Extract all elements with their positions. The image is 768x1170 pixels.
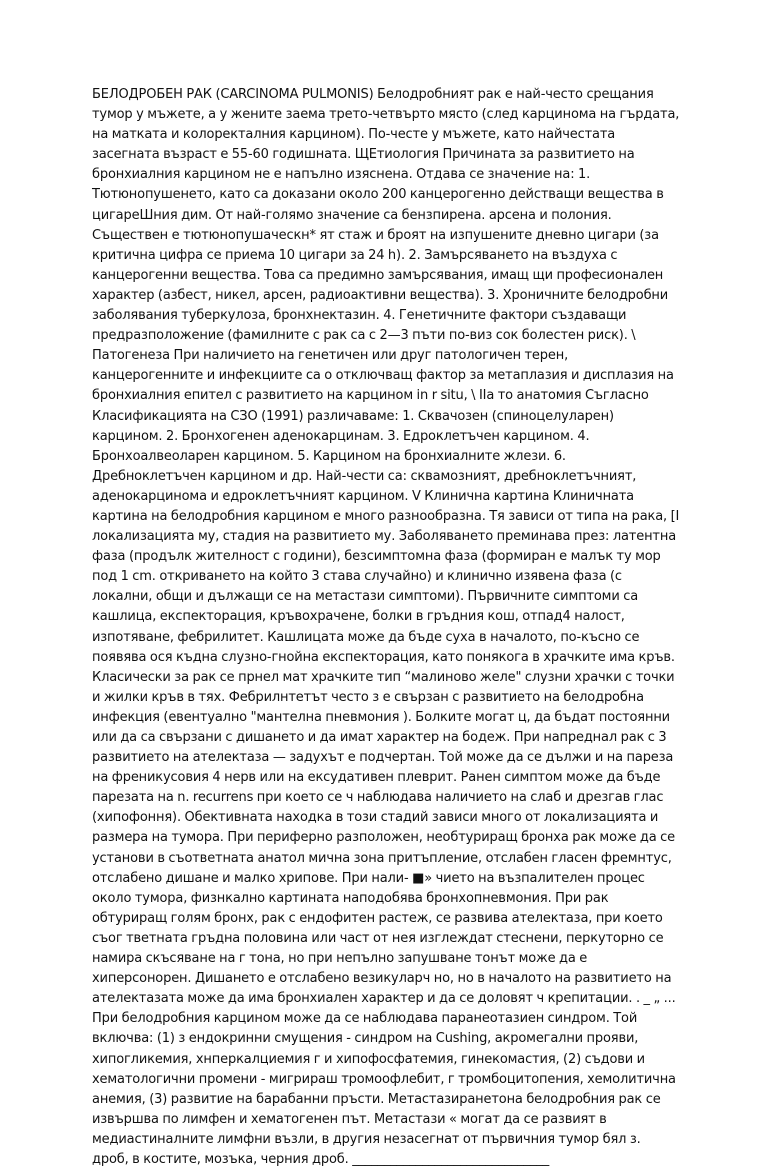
body-text-block: [92, 85, 680, 1170]
body-paragraph: БЕЛОДРОБЕН РАК (CARCINOMA PULMONIS) Белодробният рак е най-често срещания тумор у мъжете, а у жените заема трето-четвърто място (след карцинома на гърдата, на матката и колоректалния карцином). По-честе у мъжете, като найчестата засегната възраст е 55-60 годишната. ЩЕтиология Причината за развитието на бронхиалния карцином не е напълно изяснена. Отдава се значение на: 1. Тютюнопушенето, като са доказани около 200 канцерогенно действащи вещества в цигареШния дим. От най-голямо значение са бензпирена. арсена и полония. Съществен е тютюнопушаческн* ят стаж и броят на изпушените дневно цигари (за критична цифра се приема 10 цигари за 24 h). 2. Замърсяването на въздуха с канцерогенни вещества. Това са предимно замърсявания, имащ щи професионален характер (азбест, никел, арсен, радиоактивни вещества). 3. Хроничните белодробни заболявания туберкулоза, бронхнектазин. 4. Генетичните фактори създаващи предразположение (фамилните с рак са с 2—3 пъти по-виз сок болестен риск). \ Патогенеза При наличието на генетичен или друг патологичен терен, канцерогенните и инфекциите са о отключващ фактор за метаплазия и дисплазия на бронхиалния епител с развитието на карцином in r situ, \ IIa то анатомия Съгласно Класификацията на СЗО (1991) различаваме: 1. Сквачозен (спиноцелуларен) карцином. 2. Бронхогенен аденокарцинам. 3. Едроклетъчен карцином. 4. Бронхоалвеоларен карцином. 5. Карцином на бронхиалните жлези. 6. Дребноклетъчен карцином и др. Най-чести са: сквамозният, дребноклетъчният, аденокарцинома и едроклетъчният карцином. V Клинична картина Клиничната картина на белодробния карцином е много разнообразна. Тя зависи от типа на рака, [I локализацията му, стадия на развитието му. Заболяването преминава през: латентна фаза (продълк жителност с години), безсимптомна фаза (формиран е малък ту мор под 1 cm. откриването на който 3 става случайно) и клинично изявена фаза (с локални, общи и дължащи се на метастази симптоми). Първичните симптоми са кашлица, експекторация, кръвохрачене, болки в гръдния кош, отпад4 налост, изпотяване, фебрилитет. Кашлицата може да бъде суха в началото, по-късно се появява ося къдна слузно-гнойна експекторация, като понякога в храчките има кръв. Класически за рак се прнел мат храчките тип “малиново желе" слузни храчки с точки и жилки кръв в тях. Фебрилнтетът често з е свързан с развитието на белодробна инфекция (евентуално "мантелна пневмония ). Болките могат ц, да бъдат постоянни или да са свързани с дишането и да имат характер на бодеж. При напреднал рак с 3 развитието на ателектаза — задухът е подчертан. Той може да се дължи и на пареза на френикусовия 4 нерв или на ексудативен плеврит. Ранен симптом може да бъде парезата на n. recurrens при което се ч наблюдава наличието на слаб и дрезгав глас (хипофоння). Обективната находка в този стадий зависи много от локализацията и размера на тумора. При периферно разположен, необтуриращ бронха рак може да се установи в съответната анатол мична зона притъпление, отслабен гласен фремнтус, отслабено дишане и малко хрипове. При нали- ■» чието на възпалителен процес около тумора, физнкално картината наподобява бронхопневмония. При рак обтуриращ голям бронх, рак с ендофитен растеж, се развива ателектаза, при което съог тветната гръдна половина или част от нея изглеждат стеснени, перкуторно се намира скъсяване на г тона, но при непълно запушване тонът може да е хиперсонорен. Дишането е отслабено везикуларч но, но в началото на развитието на ателектазата може да има бронхиален характер и да се доловят ч крепитации. . _ „ ... При белодробния карцином може да се наблюдава паранеотазиен синдром. Той включва: (1) з ендокринни смущения - синдром на Cushing, акромегални прояви, хипогликемия, хнперкалциемия г и хипофосфатемия, гинекомастия, (2) съдови и хематологични промени - мигрираш тромоофлебит, г тромбоцитопения, хемолитична анемия, (3) развитие на барабанни пръсти. Метастазиранетона белодробния рак се извършва по лимфен и хематогенен път. Метастази « могат да се развият в медиастиналните лимфни възли, в другия незасегнат от първичния тумор бял з. дроб, в костите, мозъка, черния дроб. _______________________________: [92, 87, 680, 1167]
